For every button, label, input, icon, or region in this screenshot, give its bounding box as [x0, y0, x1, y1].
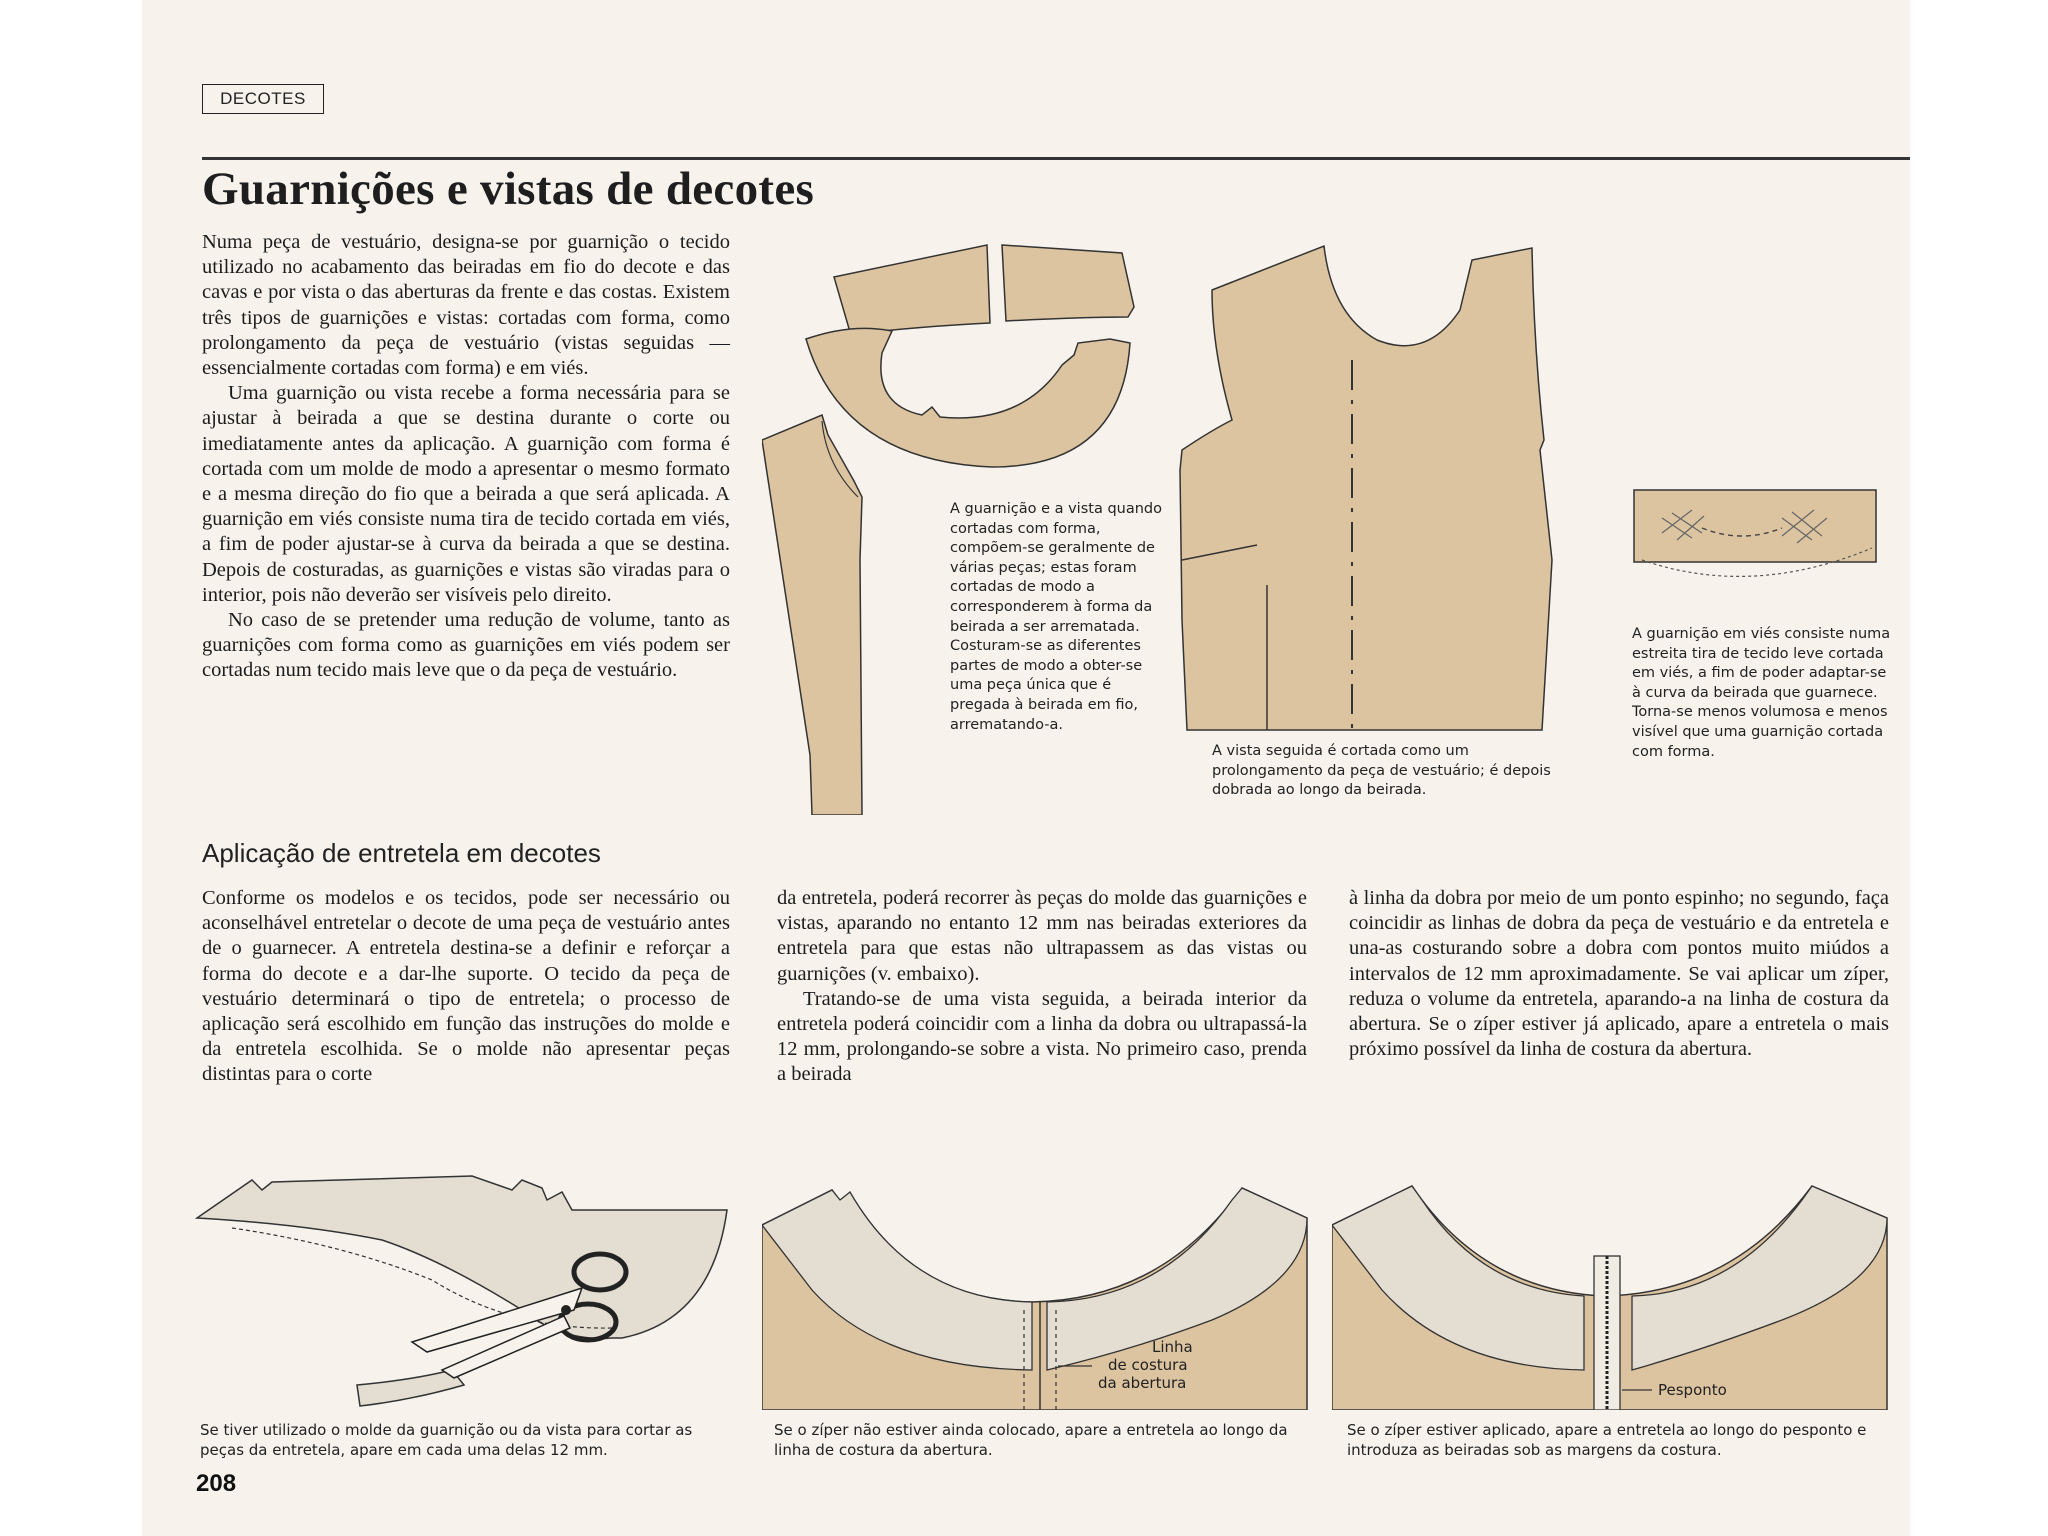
intro-paragraph-2: Uma guarnição ou vista recebe a forma necessária para se ajustar à beirada a que se destina durante o corte ou imediatamente antes da aplicação. A guarnição com forma é cortada com um molde de modo a apresentar o mesmo formato e a mesma direção do fio que a beirada a que será aplicada. A guarnição em viés consiste numa tira de tecido cortada em viés, a fim de poder ajustar-se à curva da beirada a que se destina. Depois de costuradas, as guarnições e vistas são viradas para o interior, pois não deverão ser visíveis pelo direito. [202, 382, 730, 606]
interfacing-piece [197, 1176, 727, 1338]
caption-zipper-not-applied: Se o zíper não estiver ainda colocado, apare a entretela ao longo da linha de costura da abertura. [774, 1421, 1288, 1459]
seam-label-line-3: da abertura [1098, 1374, 1187, 1392]
topstitch-label: Pesponto [1658, 1381, 1727, 1399]
collar-piece-right [1002, 245, 1134, 321]
section2-column-2-paragraph-1: da entretela, poderá recorrer às peças do molde das guarnições e vistas, aparando no entanto 12 mm nas beiradas exteriores da entretela para que estas não ultrapassem as das vistas ou guarnições (v. embaixo). [777, 887, 1307, 985]
section-heading: Aplicação de entretela em decotes [202, 838, 601, 868]
caption-extended-facing: A vista seguida é cortada como um prolongamento da peça de vestuário; é depois dobrada ao longo da beirada. [1212, 743, 1551, 799]
seam-label-line-2: de costura [1108, 1356, 1188, 1374]
trimmed-strip [357, 1370, 464, 1406]
section2-column-1: Conforme os modelos e os tecidos, pode ser necessário ou aconselhável entretelar o decote de uma peça de vestuário antes de o guarnecer. A entretela destina-se a definir e reforçar a forma do decote e a dar-lhe suporte. O tecido da peça de vestuário determinará o tipo de entretela; o processo de aplicação será escolhido em função das instruções do molde e da entretela escolhida. Se o molde não apresentar peças distintas para o corte [202, 887, 730, 1086]
caption-trim-interfacing: Se tiver utilizado o molde da guarnição ou da vista para cortar as peças da entretela, apare em cada uma delas 12 mm. [200, 1421, 693, 1459]
front-facing-strip [762, 415, 862, 815]
zipper-icon [1594, 1256, 1620, 1410]
caption-zipper-applied: Se o zíper estiver aplicado, apare a entretela ao longo do pesponto e introduza as beiradas sob as margens da costura. [1347, 1421, 1867, 1459]
header-rule [202, 157, 1910, 160]
section-tag: DECOTES [202, 84, 324, 114]
bias-strip-illustration [1632, 488, 1892, 618]
section2-column-3: à linha da dobra por meio de um ponto espinho; no segundo, faça coincidir as linhas de dobra da peça de vestuário e da entretela e una-as costurando sobre a dobra com pontos muito miúdos a intervalos de 12 mm aproximadamente. Se vai aplicar um zíper, reduza o volume da entretela, aparando-a na linha de costura da abertura. Se o zíper estiver já aplicado, apare a entretela o mais próximo possível da linha de costura da abertura. [1349, 887, 1889, 1061]
intro-text [202, 230, 730, 684]
caption-bias-facing: A guarnição em viés consiste numa estreita tira de tecido leve cortada em viés, a fim de poder adaptar-se à curva da beirada que guarnece. Torna-se menos volumosa e menos visível que uma guarnição cortada com forma. [1632, 626, 1891, 760]
section2-column-2-paragraph-2: Tratando-se de uma vista seguida, a beirada interior da entretela poderá coincidir com a linha da dobra ou ultrapassá-la 12 mm, prolongando-se sobre a vista. No primeiro caso, prenda a beirada [777, 987, 1307, 1086]
caption-shaped-facing: A guarnição e a vista quando cortadas com forma, compõem-se geralmente de várias peças; estas foram cortadas de modo a corresponderem à forma da beirada a ser arrematada. Costuram-se as diferentes partes de modo a obter-se uma peça única que é pregada à beirada em fio, arrematando-a. [950, 501, 1162, 733]
seam-label-line-1: Linha [1152, 1338, 1193, 1356]
page-number: 208 [196, 1470, 237, 1497]
intro-paragraph-3: No caso de se pretender uma redução de volume, tanto as guarnições com forma como as guarnições em viés podem ser cortadas num tecido mais leve que o da peça de vestuário. [202, 609, 730, 682]
zipper-applied-illustration [1332, 1170, 1892, 1410]
intro-paragraph-1: Numa peça de vestuário, designa-se por guarnição o tecido utilizado no acabamento das beiradas em fio do decote e das cavas e por vista o das aberturas da frente e das costas. Existem três tipos de guarnições e vistas: cortadas com forma, como prolongamento da peça de vestuário (vistas seguidas — essencialmente cortadas com forma) e em viés. [202, 231, 730, 380]
extended-facing-illustration [1172, 240, 1572, 740]
collar-piece-bottom [806, 328, 1130, 467]
page-title: Guarnições e vistas de decotes [202, 163, 815, 215]
section2-column-2 [777, 886, 1307, 1088]
bodice-shape [1180, 246, 1552, 730]
trim-interfacing-illustration [192, 1170, 732, 1410]
zipper-not-applied-illustration [762, 1170, 1312, 1410]
book-page [142, 0, 1910, 1536]
